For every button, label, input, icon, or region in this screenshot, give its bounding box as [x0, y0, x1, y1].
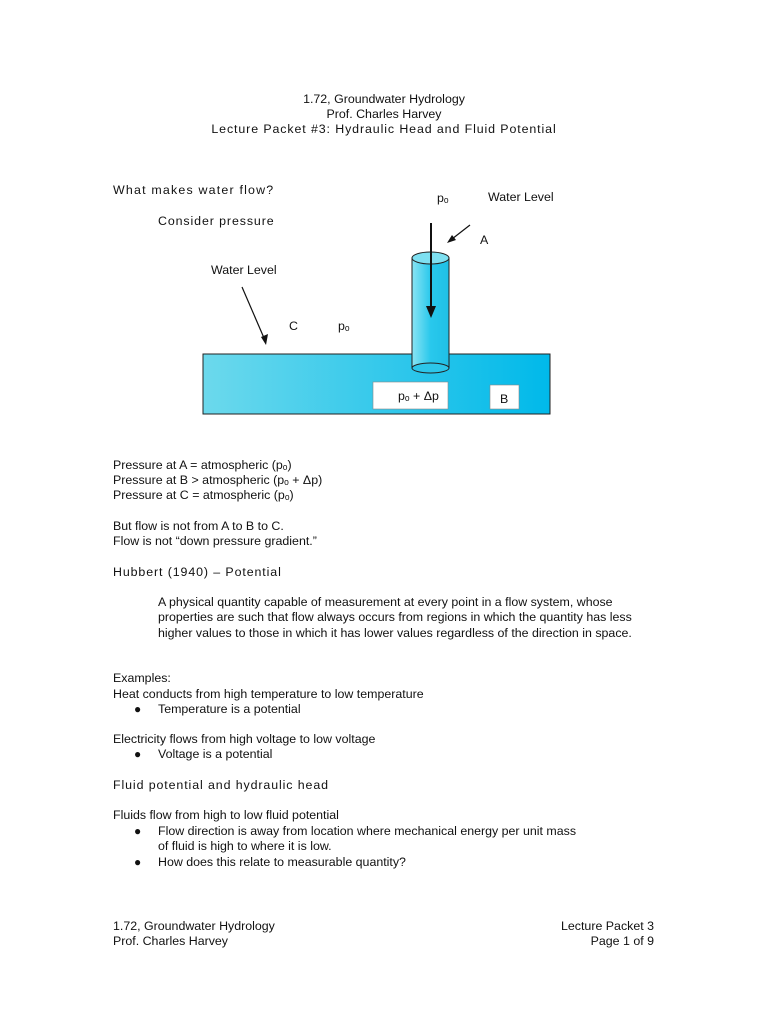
hubbert-quote: A physical quantity capable of measurement at every point in a flow system, whose properties are such that flow always occurs from regions in which the quantity has less higher values to those in which it has lower values regardless of the direction in space. — [158, 595, 632, 640]
fluid-heading: Fluid potential and hydraulic head — [113, 778, 329, 792]
consider-pressure-text: Consider pressure — [158, 214, 275, 228]
footer-page-number: Page 1 of 9 — [590, 934, 654, 948]
flow-note-1: But flow is not from A to B to C. — [113, 519, 284, 533]
footer-packet: Lecture Packet 3 — [561, 919, 654, 933]
label-po-mid: pₒ — [338, 319, 350, 333]
bullet-icon: ● — [134, 747, 142, 761]
fluid-bullet-2: How does this relate to measurable quantity? — [158, 855, 406, 869]
bullet-icon: ● — [134, 855, 142, 869]
example-heat: Heat conducts from high temperature to low temperature — [113, 687, 424, 701]
fluid-bullet-1-line-2: of fluid is high to where it is low. — [158, 839, 332, 853]
water-tube-bottom — [412, 363, 449, 373]
label-water-level-left: Water Level — [211, 263, 277, 277]
label-b: B — [500, 392, 509, 406]
label-po-top: pₒ — [437, 191, 449, 205]
arrow-water-level — [242, 287, 264, 338]
hubbert-heading: Hubbert (1940) – Potential — [113, 565, 282, 579]
question-heading: What makes water flow? — [113, 183, 275, 197]
footer-professor: Prof. Charles Harvey — [113, 934, 228, 948]
pressure-line-c: Pressure at C = atmospheric (pₒ) — [113, 488, 294, 502]
pressure-line-b: Pressure at B > atmospheric (pₒ + Δp) — [113, 473, 323, 487]
example-electricity-bullet: Voltage is a potential — [158, 747, 273, 761]
fluid-bullet-1-line-1: Flow direction is away from location where mechanical energy per unit mass — [158, 824, 577, 838]
arrow-to-a — [452, 225, 470, 239]
label-po-plus-dp: pₒ + Δp — [398, 389, 439, 403]
example-heat-bullet: Temperature is a potential — [158, 702, 301, 716]
header-course: 1.72, Groundwater Hydrology — [303, 92, 465, 106]
label-water-level-top: Water Level — [488, 190, 554, 204]
examples-heading: Examples: — [113, 671, 171, 685]
fluid-intro: Fluids flow from high to low fluid potential — [113, 808, 339, 822]
example-electricity: Electricity flows from high voltage to low voltage — [113, 732, 376, 746]
bullet-icon: ● — [134, 702, 142, 716]
footer-course: 1.72, Groundwater Hydrology — [113, 919, 275, 933]
header-professor: Prof. Charles Harvey — [326, 107, 442, 121]
label-a: A — [480, 233, 489, 247]
label-c: C — [289, 319, 298, 333]
flow-note-2: Flow is not “down pressure gradient.” — [113, 534, 317, 548]
bullet-icon: ● — [134, 824, 142, 838]
water-flow-diagram — [0, 180, 768, 420]
pressure-line-a: Pressure at A = atmospheric (pₒ) — [113, 458, 292, 472]
header-packet-title: Lecture Packet #3: Hydraulic Head and Fluid Potential — [211, 122, 557, 136]
